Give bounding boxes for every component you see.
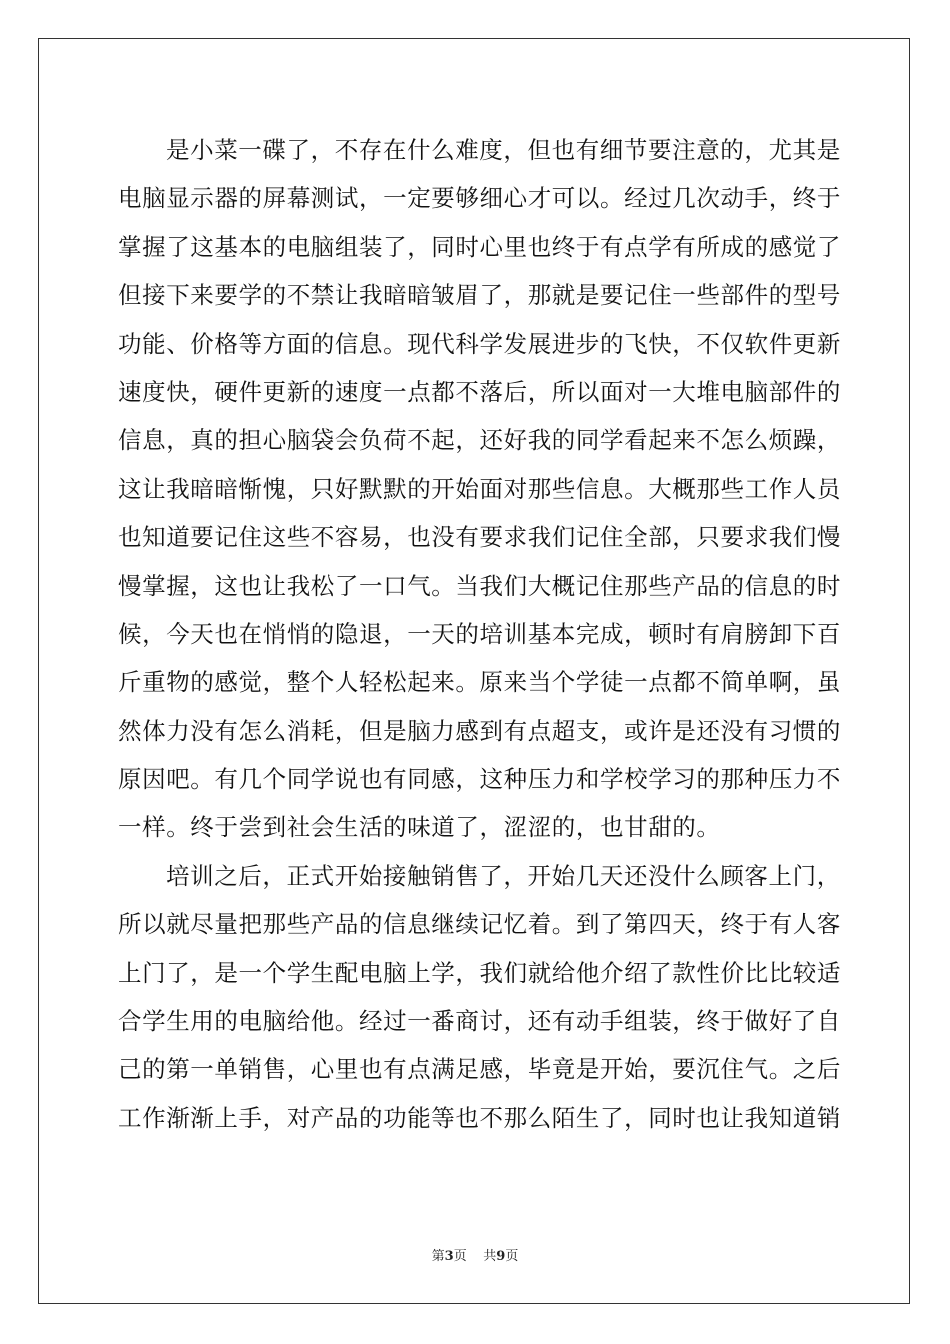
paragraph-1-line-12: 斤重物的感觉，整个人轻松起来。原来当个学徒一点都不简单啊，虽 [118, 668, 841, 697]
total-pages: 9 [496, 1249, 506, 1264]
paragraph-1-line-6: 速度快，硬件更新的速度一点都不落后，所以面对一大堆电脑部件的 [118, 377, 841, 406]
paragraph-1-line-9: 也知道要记住这些不容易，也没有要求我们记住全部，只要求我们慢 [118, 523, 841, 552]
paragraph-1-line-11: 候，今天也在悄悄的隐退，一天的培训基本完成，顿时有肩膀卸下百 [118, 619, 841, 648]
paragraph-1-line-10: 慢掌握，这也让我松了一口气。当我们大概记住那些产品的信息的时 [118, 571, 841, 600]
paragraph-2-line-5: 己的第一单销售，心里也有点满足感，毕竟是开始，要沉住气。之后 [118, 1055, 841, 1084]
paragraph-1-line-2: 电脑显示器的屏幕测试，一定要够细心才可以。经过几次动手，终于 [118, 184, 841, 213]
paragraph-1-line-8: 这让我暗暗惭愧，只好默默的开始面对那些信息。大概那些工作人员 [118, 474, 841, 503]
paragraph-2-line-1: 培训之后，正式开始接触销售了，开始几天还没什么顾客上门， [166, 861, 841, 890]
paragraph-1-line-7: 信息，真的担心脑袋会负荷不起，还好我的同学看起来不怎么烦躁， [118, 426, 841, 455]
paragraph-1-line-14: 原因吧。有几个同学说也有同感，这种压力和学校学习的那种压力不 [118, 765, 841, 794]
page-footer [0, 1248, 950, 1266]
paragraph-1-line-13: 然体力没有怎么消耗，但是脑力感到有点超支，或许是还没有习惯的 [118, 716, 841, 745]
paragraph-1-line-5: 功能、价格等方面的信息。现代科学发展进步的飞快，不仅软件更新 [118, 329, 841, 358]
paragraph-1-line-1: 是小菜一碟了，不存在什么难度，但也有细节要注意的，尤其是 [166, 136, 841, 164]
paragraph-2-line-6: 工作渐渐上手，对产品的功能等也不那么陌生了，同时也让我知道销 [118, 1103, 841, 1132]
paragraph-1-line-3: 掌握了这基本的电脑组装了，同时心里也终于有点学有所成的感觉了 [118, 232, 841, 261]
page-suffix: 页 [453, 1249, 467, 1264]
paragraph-1-line-15: 一样。终于尝到社会生活的味道了，涩涩的，也甘甜的。 [118, 813, 721, 842]
paragraph-2-line-3: 上门了，是一个学生配电脑上学，我们就给他介绍了款性价比比较适 [118, 958, 841, 987]
document-body [118, 126, 841, 1142]
page-prefix: 第 [431, 1249, 445, 1264]
paragraph-2-line-4: 合学生用的电脑给他。经过一番商讨，还有动手组装，终于做好了自 [118, 1007, 841, 1036]
total-prefix: 共 [483, 1249, 497, 1264]
page-number: 3 [444, 1249, 454, 1264]
paragraph-2-line-2: 所以就尽量把那些产品的信息继续记忆着。到了第四天，终于有人客 [118, 910, 841, 939]
total-suffix: 页 [505, 1249, 519, 1264]
paragraph-1-line-4: 但接下来要学的不禁让我暗暗皱眉了，那就是要记住一些部件的型号 [118, 281, 841, 310]
